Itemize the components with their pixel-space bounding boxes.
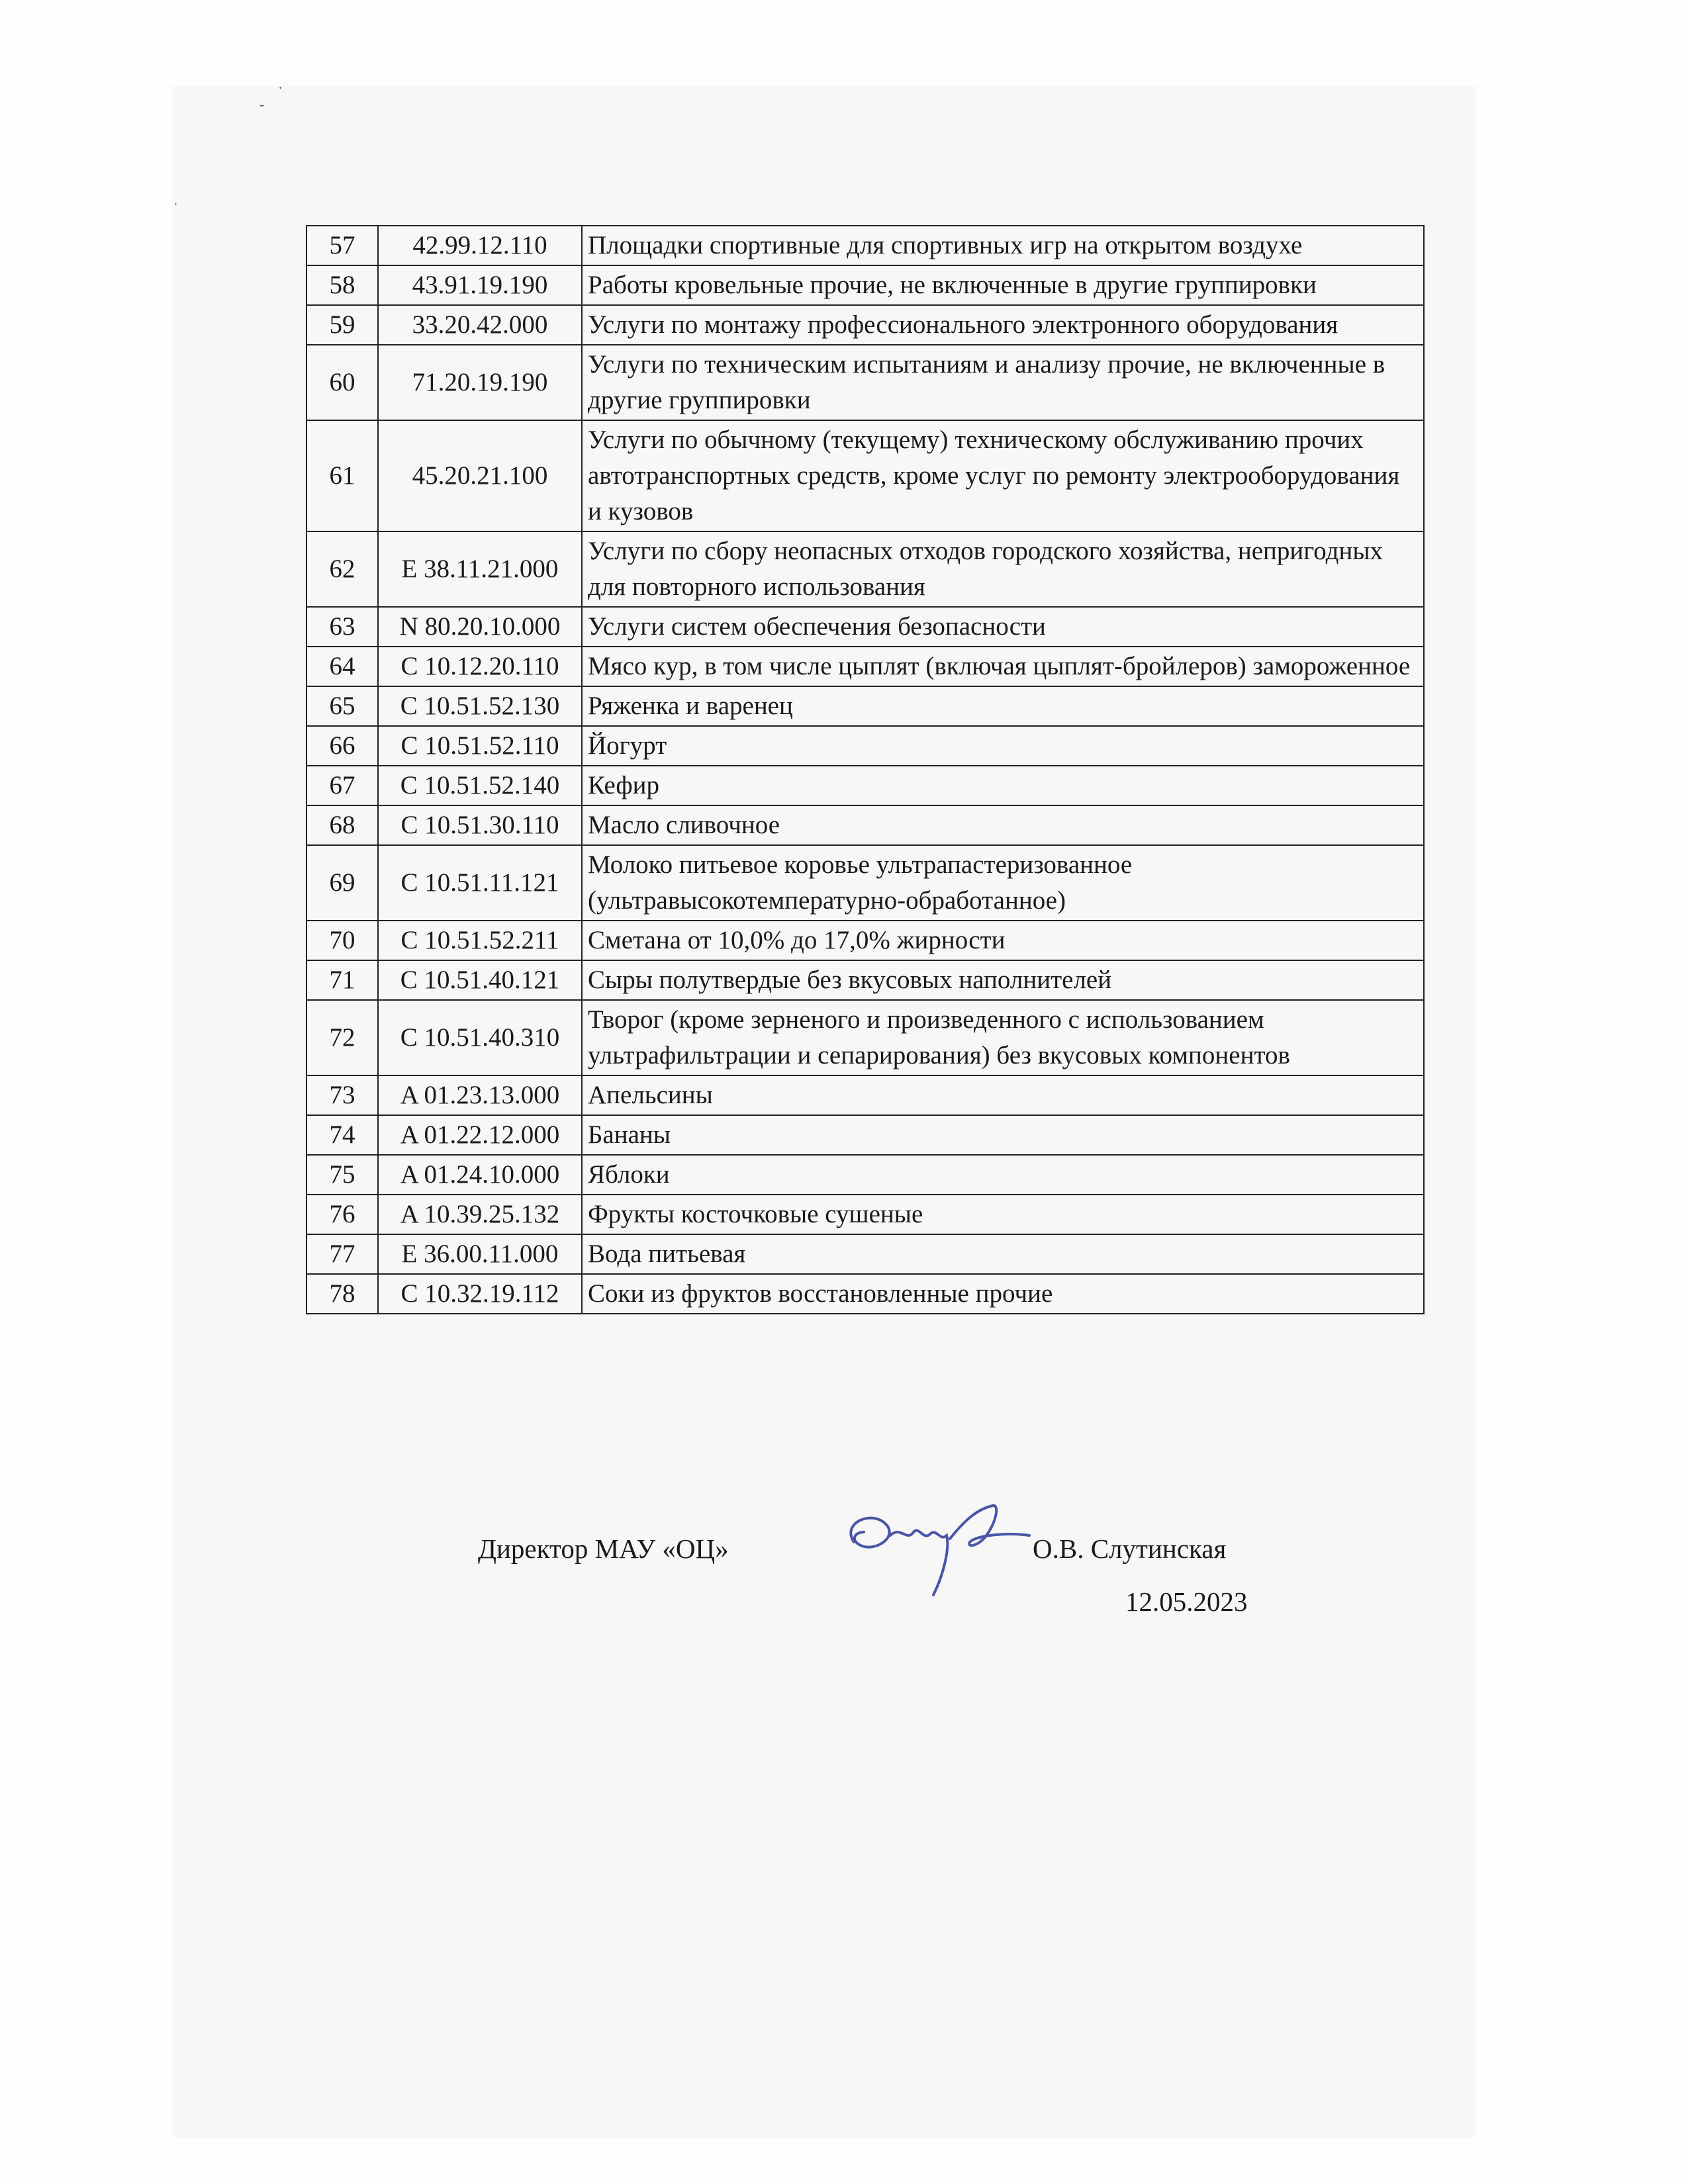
okpd-code: E 38.11.21.000 [378,531,582,607]
row-number: 77 [306,1234,378,1274]
signer-name: О.В. Слутинская [1033,1533,1227,1564]
table-row [306,1115,1424,1155]
scan-speck: - [259,96,265,113]
table-row [306,265,1424,305]
row-number: 69 [306,845,378,921]
okpd-code: A 10.39.25.132 [378,1195,582,1234]
item-name: Яблоки [582,1155,1424,1195]
row-number: 68 [306,805,378,845]
table-row [306,1234,1424,1274]
table-row [306,766,1424,805]
signature-date: 12.05.2023 [1125,1586,1248,1617]
row-number: 59 [306,305,378,345]
item-name: Сметана от 10,0% до 17,0% жирности [582,921,1424,960]
director-title: Директор МАУ «ОЦ» [478,1533,729,1564]
table-row [306,647,1424,686]
row-number: 66 [306,726,378,766]
okpd-code: C 10.51.40.121 [378,960,582,1000]
item-name: Услуги по обычному (текущему) техническому обслуживанию прочих автотранспортных средств, кроме услуг по ремонту электрооборудования и кузовов [582,420,1424,531]
table-row [306,1274,1424,1314]
item-name: Бананы [582,1115,1424,1155]
okpd-code: A 01.22.12.000 [378,1115,582,1155]
item-name: Услуги по сбору неопасных отходов городского хозяйства, непригодных для повторного использования [582,531,1424,607]
row-number: 71 [306,960,378,1000]
item-name: Йогурт [582,726,1424,766]
item-name: Творог (кроме зерненого и произведенного с использованием ультрафильтрации и сепарирования) без вкусовых компонентов [582,1000,1424,1075]
okpd-code: 33.20.42.000 [378,305,582,345]
okpd-code: C 10.51.11.121 [378,845,582,921]
table-row [306,226,1424,265]
okpd-code: 43.91.19.190 [378,265,582,305]
item-name: Работы кровельные прочие, не включенные в другие группировки [582,265,1424,305]
okpd-code: E 36.00.11.000 [378,1234,582,1274]
table-row [306,686,1424,726]
okpd-code: C 10.51.52.140 [378,766,582,805]
row-number: 62 [306,531,378,607]
table-row [306,805,1424,845]
row-number: 65 [306,686,378,726]
row-number: 75 [306,1155,378,1195]
table-row [306,726,1424,766]
table-row [306,420,1424,531]
item-name: Масло сливочное [582,805,1424,845]
okpd-code: A 01.24.10.000 [378,1155,582,1195]
row-number: 64 [306,647,378,686]
scan-speck: ˌ [173,189,179,205]
item-name: Ряженка и варенец [582,686,1424,726]
scan-speck: · [278,79,283,96]
table-row [306,531,1424,607]
table-row [306,305,1424,345]
item-name: Кефир [582,766,1424,805]
okpd-code: C 10.32.19.112 [378,1274,582,1314]
item-name: Мясо кур, в том числе цыплят (включая цыплят-бройлеров) замороженное [582,647,1424,686]
item-name: Апельсины [582,1075,1424,1115]
table-row [306,921,1424,960]
row-number: 67 [306,766,378,805]
item-name: Вода питьевая [582,1234,1424,1274]
row-number: 73 [306,1075,378,1115]
row-number: 70 [306,921,378,960]
okpd-code: C 10.51.40.310 [378,1000,582,1075]
table-row [306,960,1424,1000]
table-row [306,845,1424,921]
table-row [306,1155,1424,1195]
item-name: Услуги по монтажу профессионального электронного оборудования [582,305,1424,345]
table-row [306,607,1424,647]
okpd-code: 45.20.21.100 [378,420,582,531]
row-number: 76 [306,1195,378,1234]
row-number: 61 [306,420,378,531]
row-number: 74 [306,1115,378,1155]
okpd-code: C 10.51.52.130 [378,686,582,726]
okpd-code: C 10.51.52.110 [378,726,582,766]
table-row [306,1000,1424,1075]
item-name: Площадки спортивные для спортивных игр на открытом воздухе [582,226,1424,265]
row-number: 63 [306,607,378,647]
item-name: Соки из фруктов восстановленные прочие [582,1274,1424,1314]
okpd-code: 71.20.19.190 [378,345,582,420]
table-row [306,345,1424,420]
okpd-code: N 80.20.10.000 [378,607,582,647]
row-number: 78 [306,1274,378,1314]
item-name: Услуги по техническим испытаниям и анализу прочие, не включенные в другие группировки [582,345,1424,420]
item-name: Услуги систем обеспечения безопасности [582,607,1424,647]
okpd-code: A 01.23.13.000 [378,1075,582,1115]
okpd-code: C 10.51.30.110 [378,805,582,845]
row-number: 57 [306,226,378,265]
row-number: 58 [306,265,378,305]
table-row [306,1195,1424,1234]
okpd-codes-table [306,225,1425,1314]
item-name: Молоко питьевое коровье ультрапастеризованное (ультравысокотемпературно-обработанное) [582,845,1424,921]
item-name: Фрукты косточковые сушеные [582,1195,1424,1234]
table-row [306,1075,1424,1115]
okpd-code: 42.99.12.110 [378,226,582,265]
okpd-code: C 10.51.52.211 [378,921,582,960]
item-name: Сыры полутвердые без вкусовых наполнителей [582,960,1424,1000]
okpd-code: C 10.12.20.110 [378,647,582,686]
row-number: 72 [306,1000,378,1075]
row-number: 60 [306,345,378,420]
